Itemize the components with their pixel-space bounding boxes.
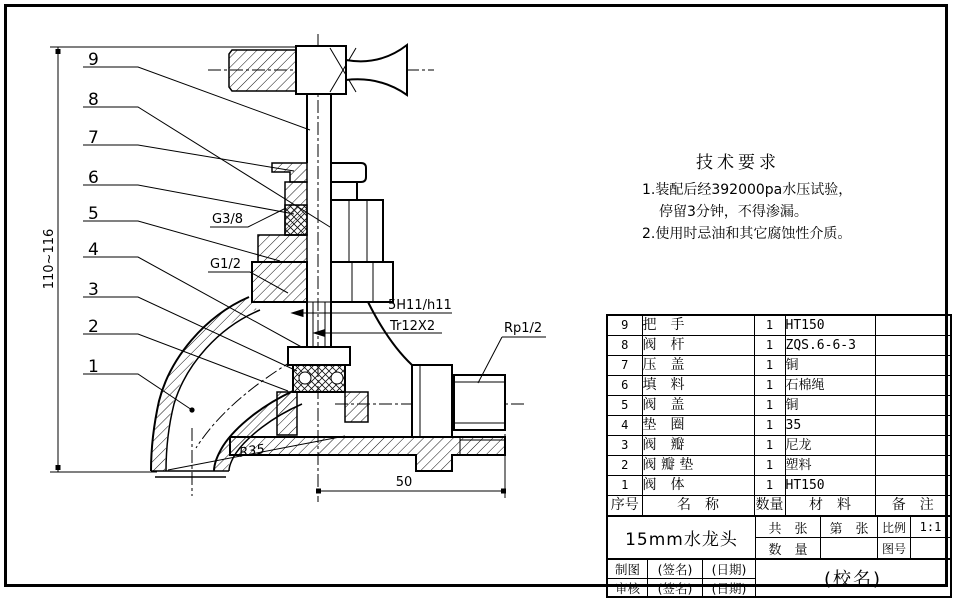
tech-requirements-title: 技术要求 <box>696 153 780 173</box>
drafted-date: (日期) <box>711 562 747 577</box>
drafted-row <box>608 560 755 578</box>
drawing-no-label: 图号 <box>878 538 911 558</box>
balloon-9: 9 <box>88 50 99 70</box>
table-row: 8 阀 杆 1 ZQS.6-6-3 <box>607 336 951 356</box>
scale-label: 比例 <box>878 517 911 537</box>
checked-label: 审核 <box>608 579 648 597</box>
header-qty: 数量 <box>754 496 785 517</box>
balloon-numbers <box>88 50 99 377</box>
valve-disc <box>288 347 350 392</box>
tech-requirement-1b: 停留3分钟，不得渗漏。 <box>659 204 808 220</box>
table-row: 6 填 料 1 石棉绳 <box>607 376 951 396</box>
balloon-1: 1 <box>88 357 99 377</box>
sheet-no-label: 第 张 <box>821 517 878 537</box>
height-dimension-label: 110~116 <box>42 228 57 290</box>
title-block-bottom <box>606 560 952 598</box>
balloon-7: 7 <box>88 128 99 148</box>
table-row: 4 垫 圈 1 35 <box>607 416 951 436</box>
table-row: 7 压 盖 1 铜 <box>607 356 951 376</box>
title-block-area <box>606 314 952 598</box>
technical-requirements <box>642 148 947 245</box>
checked-signature: (签名) <box>648 579 703 597</box>
trapezoid-thread-label: Tr12X2 <box>390 319 436 334</box>
balloon-3: 3 <box>88 280 99 300</box>
drawing-no-value <box>911 538 950 558</box>
table-row: 3 阀 瓣 1 尼龙 <box>607 436 951 456</box>
table-row: 9 把 手 1 HT150 <box>607 315 951 336</box>
quantity-label: 数 量 <box>756 538 821 558</box>
school-name: (校名) <box>823 569 883 590</box>
handle <box>229 45 407 95</box>
quantity-value <box>821 538 878 558</box>
balloon-8: 8 <box>88 90 99 110</box>
fit-tolerance-label: 5H11/h11 <box>388 298 452 313</box>
balloon-4: 4 <box>88 240 99 260</box>
drafted-signature: (签名) <box>648 560 703 578</box>
checked-row <box>608 578 755 597</box>
body-flange <box>252 262 393 302</box>
tech-requirement-2: 2.使用时忌油和其它腐蚀性介质。 <box>642 226 852 242</box>
g12-thread-label: G1/2 <box>210 257 241 272</box>
checked-date: (日期) <box>711 581 747 596</box>
g38-thread-label: G3/8 <box>212 212 243 227</box>
gland <box>272 163 366 182</box>
table-row: 1 阀 体 1 HT150 <box>607 476 951 496</box>
length-dimension-label: 50 <box>395 475 413 490</box>
parts-list-table <box>606 314 952 517</box>
table-row: 2 阀 瓣 垫 1 塑料 <box>607 456 951 476</box>
header-remark: 备 注 <box>875 496 951 517</box>
table-row: 5 阀 盖 1 铜 <box>607 396 951 416</box>
drawing-title: 15mm水龙头 <box>608 517 756 558</box>
sheets-total-label: 共 张 <box>756 517 821 537</box>
drafted-label: 制图 <box>608 560 648 578</box>
tech-requirement-1: 1.装配后经392000pa水压试验， <box>642 182 853 198</box>
radius-label: R35 <box>238 442 266 461</box>
header-no: 序号 <box>607 496 642 517</box>
balloon-2: 2 <box>88 317 99 337</box>
title-block-top <box>606 517 952 560</box>
rp12-thread-label: Rp1/2 <box>504 321 543 336</box>
header-material: 材 料 <box>785 496 875 517</box>
scale-value: 1:1 <box>919 520 942 534</box>
balloon-5: 5 <box>88 204 99 224</box>
outlet-pipe <box>412 365 505 437</box>
header-name: 名 称 <box>642 496 754 517</box>
parts-table-header-row <box>607 496 951 517</box>
balloon-6: 6 <box>88 168 99 188</box>
